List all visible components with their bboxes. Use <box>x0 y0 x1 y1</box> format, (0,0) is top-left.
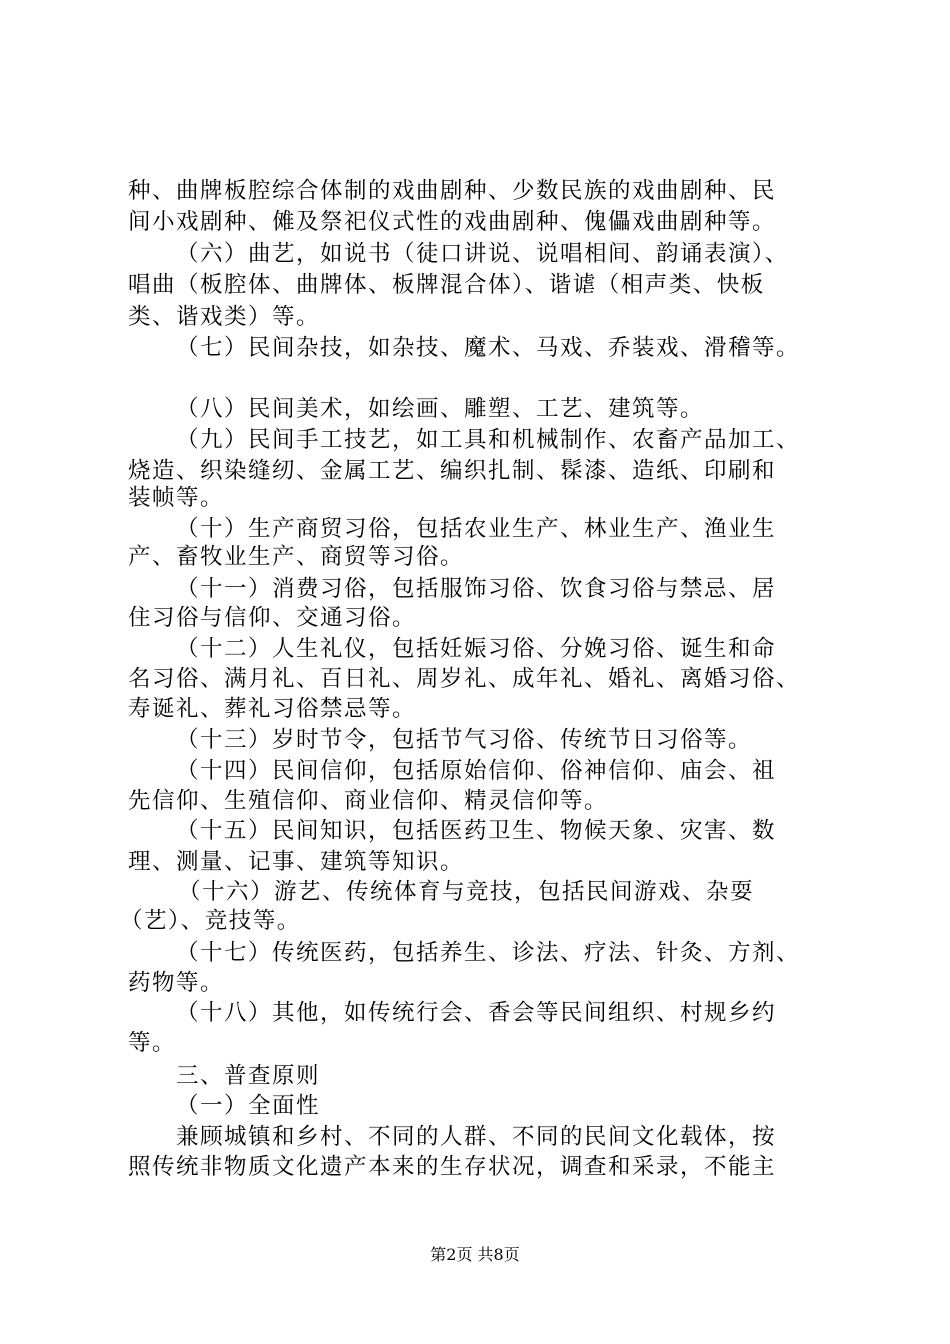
text-line: 唱曲（板腔体、曲牌体、板牌混合体）、谐谑（相声类、快板 <box>128 272 765 298</box>
text-line: （十一）消费习俗，包括服饰习俗、饮食习俗与禁忌、居 <box>176 576 777 602</box>
text-line: 产、畜牧业生产、商贸等习俗。 <box>128 544 465 570</box>
text-line: （十七）传统医药，包括养生、诊法、疗法、针灸、方剂、 <box>176 940 801 966</box>
text-line: 寿诞礼、葬礼习俗禁忌等。 <box>128 696 417 722</box>
text-line: （七）民间杂技，如杂技、魔术、马戏、乔装戏、滑稽等。 <box>176 335 801 361</box>
text-line: 装帧等。 <box>128 485 225 511</box>
text-line: （艺）、竞技等。 <box>120 908 301 934</box>
text-line: （六）曲艺，如说书（徒口讲说、说唱相间、韵诵表演）、 <box>176 241 789 267</box>
text-line: 照传统非物质文化遗产本来的生存状况，调查和采录，不能主 <box>128 1154 777 1180</box>
text-line: 名习俗、满月礼、百日礼、周岁礼、成年礼、婚礼、离婚习俗、 <box>128 666 801 692</box>
text-line: 等。 <box>128 1030 177 1056</box>
text-line: （十四）民间信仰，包括原始信仰、俗神信仰、庙会、祖 <box>176 758 777 784</box>
text-line: （十）生产商贸习俗，包括农业生产、林业生产、渔业生 <box>176 516 777 542</box>
text-line: （十二）人生礼仪，包括妊娠习俗、分娩习俗、诞生和命 <box>176 636 777 662</box>
text-line: 住习俗与信仰、交通习俗。 <box>128 605 417 631</box>
text-line: 类、谐戏类）等。 <box>128 304 321 330</box>
text-line: 种、曲牌板腔综合体制的戏曲剧种、少数民族的戏曲剧种、民 <box>128 178 777 204</box>
text-line: 先信仰、生殖信仰、商业信仰、精灵信仰等。 <box>128 788 609 814</box>
text-line: 烧造、织染缝纫、金属工艺、编织扎制、髹漆、造纸、印刷和 <box>128 458 777 484</box>
text-line: （十三）岁时节令，包括节气习俗、传统节日习俗等。 <box>176 727 753 753</box>
text-line: （十五）民间知识，包括医药卫生、物候天象、灾害、数 <box>176 818 777 844</box>
section-heading: 三、普查原则 <box>176 1063 321 1089</box>
text-line: （十六）游艺、传统体育与竞技，包括民间游戏、杂耍 <box>178 879 755 905</box>
text-line: 间小戏剧种、傩及祭祀仪式性的戏曲剧种、傀儡戏曲剧种等。 <box>128 209 777 235</box>
text-line: 理、测量、记事、建筑等知识。 <box>128 849 465 875</box>
text-line: （八）民间美术，如绘画、雕塑、工艺、建筑等。 <box>176 396 705 422</box>
text-line: 药物等。 <box>128 970 225 996</box>
text-line: 兼顾城镇和乡村、不同的人群、不同的民间文化载体，按 <box>176 1124 777 1150</box>
text-line: （九）民间手工技艺，如工具和机械制作、农畜产品加工、 <box>176 427 801 453</box>
subsection-heading: （一）全面性 <box>176 1093 321 1119</box>
page-number-footer: 第2页 共8页 <box>430 1245 520 1264</box>
text-line: （十八）其他，如传统行会、香会等民间组织、村规乡约 <box>176 1000 777 1026</box>
